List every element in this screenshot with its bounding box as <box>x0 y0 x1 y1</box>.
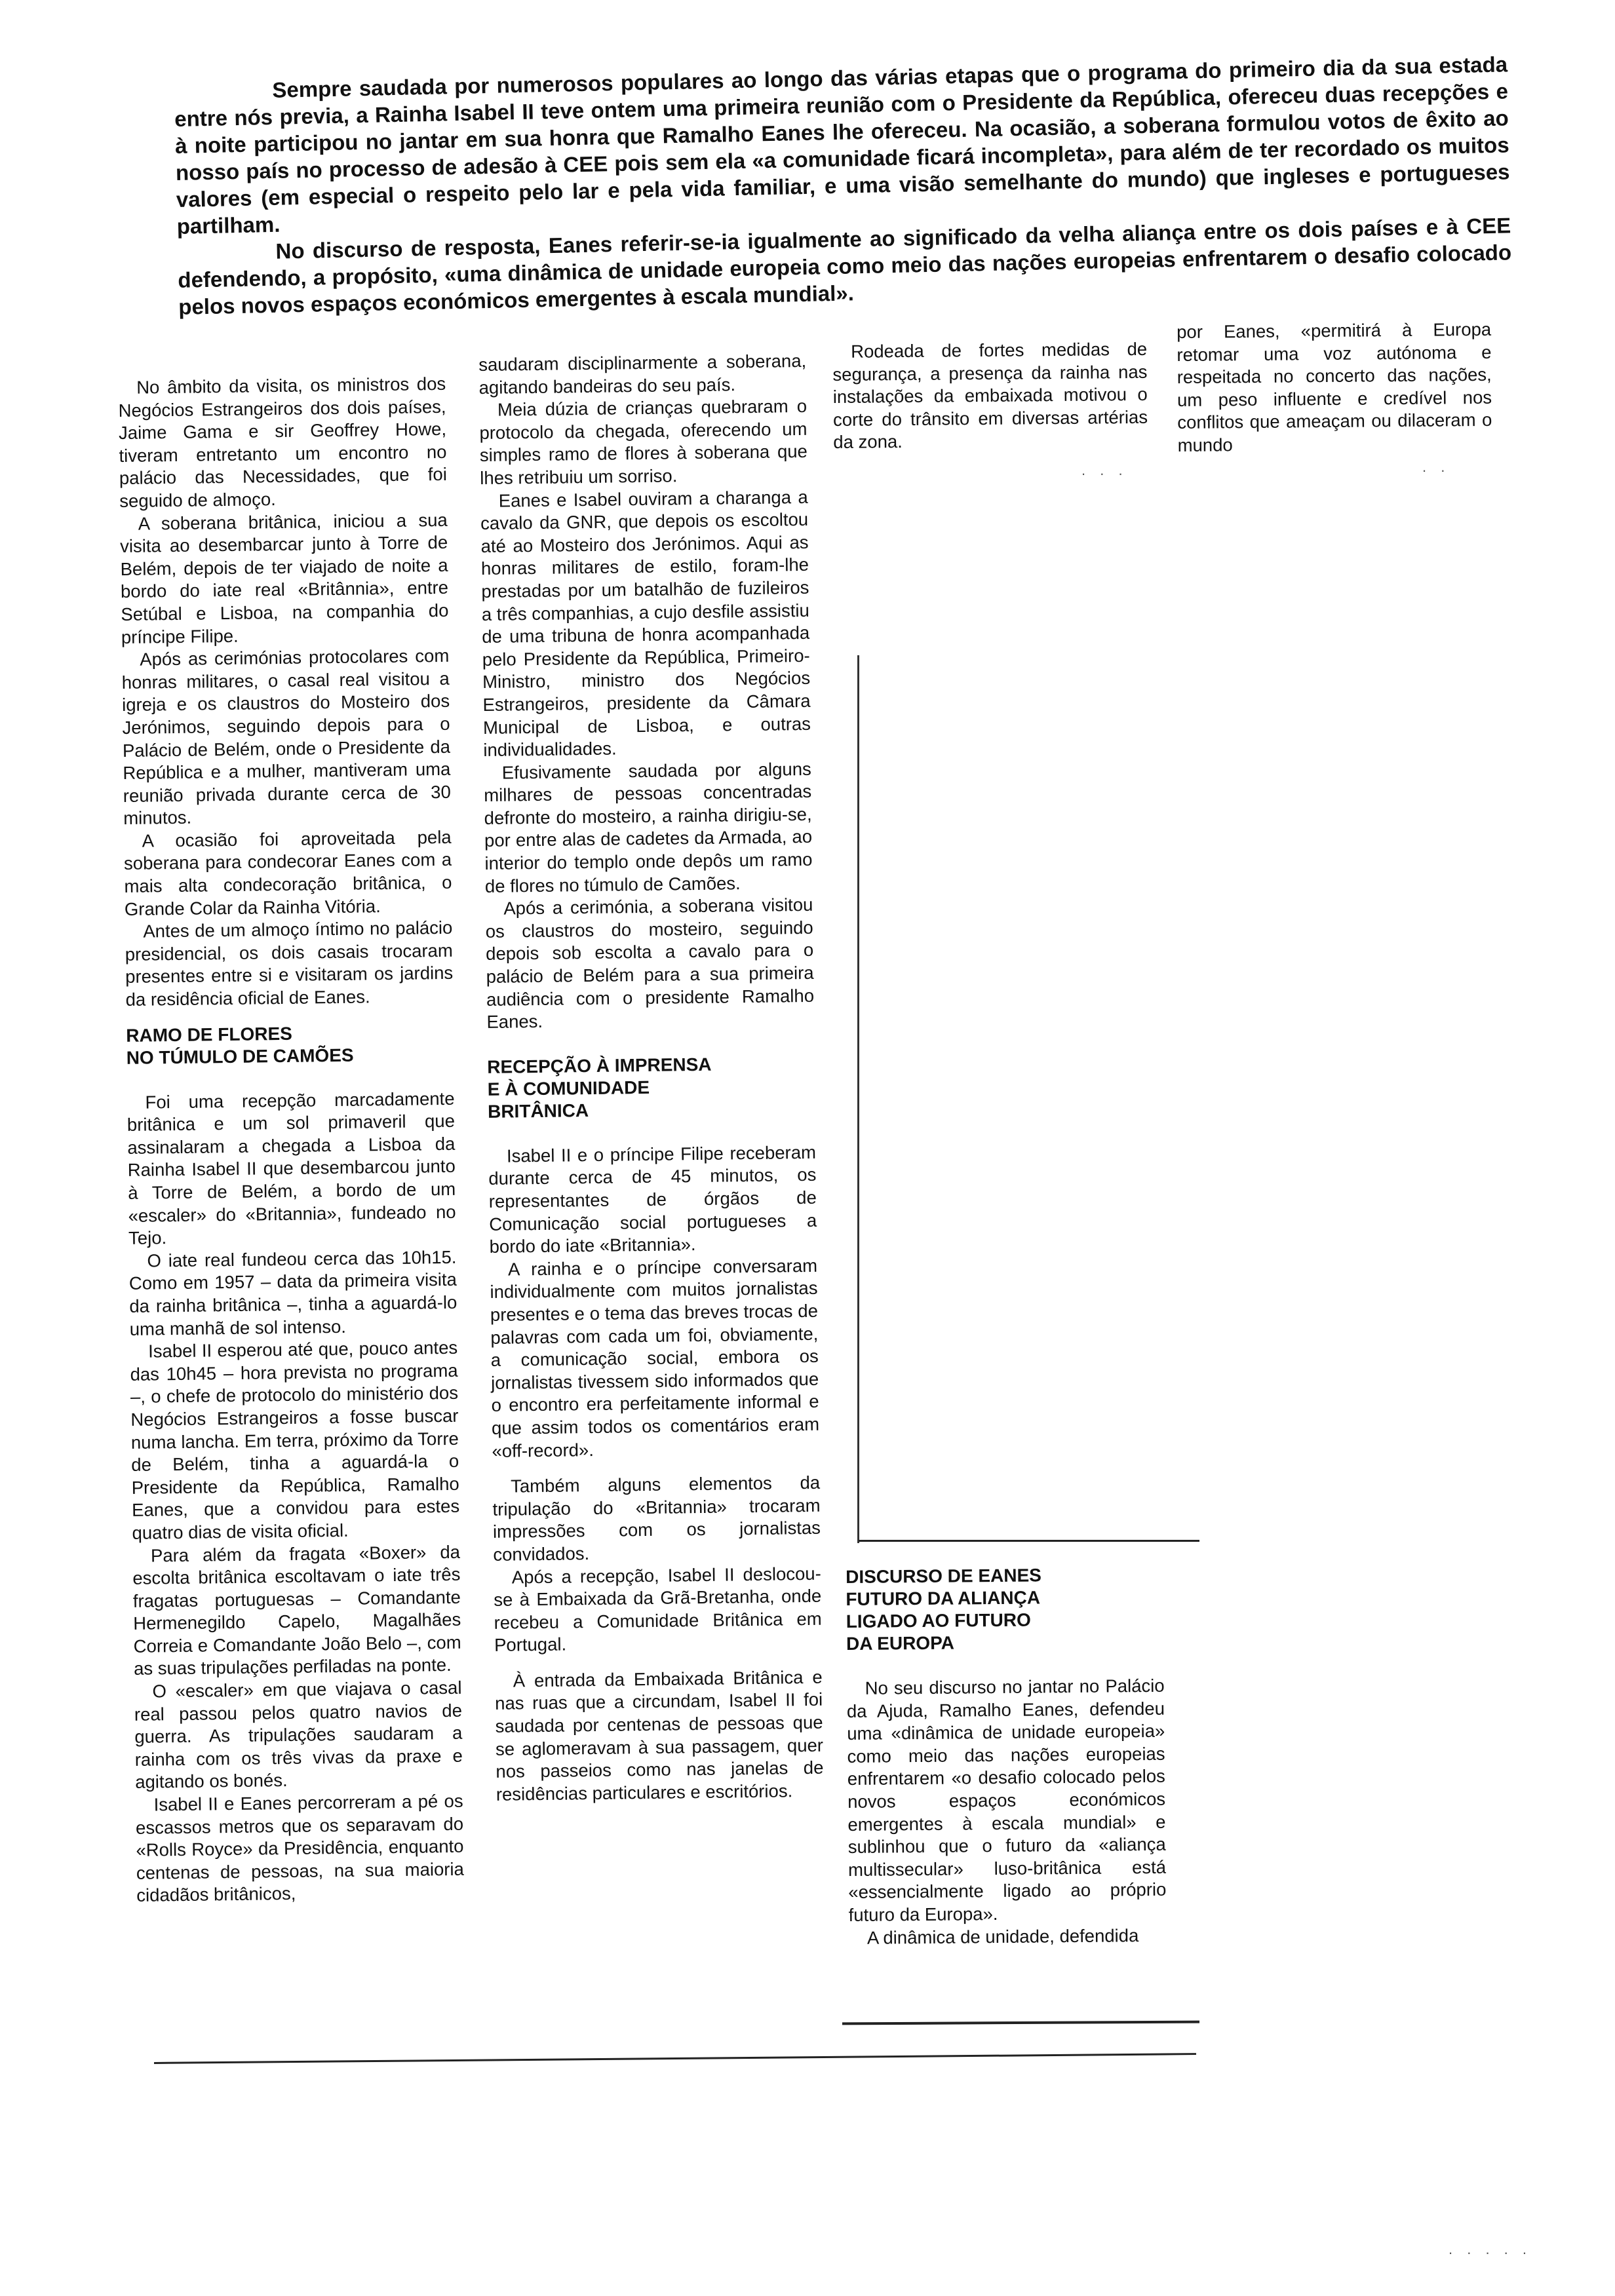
column-paragraph: Isabel II e o príncipe Filipe receberam durante cerca de 45 minutos, os representantes de órgãos de Comunicação social portugueses a bordo do iate «Britannia». <box>488 1141 817 1257</box>
spacer <box>846 1653 1164 1677</box>
column-paragraph: O «escaler» em que viajava o casal real passou pelos quatro navios de guerra. As tripulações saudaram a rainha com os três vivas da praxe e agitando os bonés. <box>134 1677 463 1793</box>
section-heading <box>487 1052 815 1123</box>
column-paragraph: Efusivamente saudada por alguns milhares de pessoas concentradas defronte do mosteiro, a rainha dirigiu-se, por entre alas de cadetes da Armada, ao interior do templo onde depôs um ramo de flores no túmulo de Camões. <box>484 758 813 896</box>
column-paragraph: Isabel II esperou até que, pouco antes das 10h45 – hora prevista no programa –, o chefe de protocolo do ministério dos Negócios Estrangeiros a fosse buscar numa lancha. Em terra, próximo da Torre de Belém, tinha a aguardá-la o Presidente da República, Ramalho Eanes, que a convidou para estes quatro dias de visita oficial. <box>130 1337 460 1543</box>
article-column-1 <box>118 373 465 1907</box>
lead-paragraph: No discurso de resposta, Eanes referir-se-ia igualmente ao significado da velha aliança entre os dois países e à CEE defendendo, a propósito, «uma dinâmica de unidade europeia como meio das nações europeias enfrentarem o desafio colocado pelos novos espaços económicos emergentes à escala mundial». <box>178 213 1512 319</box>
column-paragraph: Isabel II e Eanes percorreram a pé os escassos metros que os separavam do «Rolls Royce» da Presidência, enquanto centenas de pessoas, na sua maioria cidadãos britânicos, <box>135 1790 465 1906</box>
column-paragraph: Após as cerimónias protocolares com honras militares, o casal real visitou a igreja e os claustros do Mosteiro dos Jerónimos, seguindo depois para o Palácio de Belém, onde o Presidente da República e a mulher, mantiveram uma reunião privada durante cerca de 30 minutos. <box>121 645 451 829</box>
heading-line: DA EUROPA <box>846 1632 955 1654</box>
heading-line: RAMO DE FLORES <box>126 1023 293 1046</box>
column-divider-horizontal <box>859 1540 1199 1542</box>
scan-noise: . . . <box>1081 462 1128 478</box>
column-paragraph: No âmbito da visita, os ministros dos Negócios Estrangeiros dos dois países, Jaime Gama e sir Geoffrey Howe, tiveram entretanto um encontro no palácio das Necessidades, que foi seguido de almoço. <box>118 373 448 511</box>
column-paragraph: Eanes e Isabel ouviram a charanga a cavalo da GNR, que depois os escoltou até ao Mosteiro dos Jerónimos. Aqui as honras militares de estilo, foram-lhe prestadas por um batalhão de fuzileiros a três companhias, a cujo desfile assistiu de uma tribuna de honra acompanhada pelo Presidente da República, Primeiro-Ministro, ministro dos Negócios Estrangeiros, presidente da Câmara Municipal de Lisboa, e outras individualidades. <box>480 486 811 761</box>
bottom-rule <box>154 2053 1196 2064</box>
section-heading <box>846 1563 1164 1655</box>
column-paragraph: Também alguns elementos da tripulação do «Britannia» trocaram impressões com os jornalistas convidados. <box>492 1472 821 1565</box>
column-paragraph: A soberana britânica, iniciou a sua visita ao desembarcar junto à Torre de Belém, depois de ter viajado de noite a bordo do iate real «Britânnia», entre Setúbal e Lisboa, na companhia do príncipe Filipe. <box>119 509 449 647</box>
column-paragraph: Meia dúzia de crianças quebraram o protocolo da chegada, oferecendo um simples ramo de flores à soberana que lhes retribuiu um sorriso. <box>479 396 808 488</box>
lead-paragraph-block <box>174 50 1512 320</box>
column-paragraph: Após a recepção, Isabel II deslocou-se à Embaixada da Grã-Bretanha, onde recebeu a Comunidade Britânica em Portugal. <box>494 1563 822 1656</box>
article-column-3-lower <box>846 1563 1167 1949</box>
column-paragraph: saudaram disciplinarmente a soberana, agitando bandeiras do seu país. <box>478 350 807 398</box>
heading-line: NO TÚMULO DE CAMÕES <box>126 1044 354 1068</box>
column-paragraph: O iate real fundeou cerca das 10h15. Como em 1957 – data da primeira visita da rainha britânica –, tinha a aguardá-lo uma manhã de sol intenso. <box>128 1246 457 1339</box>
section-heading <box>126 1020 454 1069</box>
column-paragraph: No seu discurso no jantar no Palácio da Ajuda, Ramalho Eanes, defendeu uma «dinâmica de unidade europeia» como meio das nações europeias enfrentarem «o desafio colocado pelos novos espaços económicos emergentes à escala mundial» e sublinhou que o futuro da «aliança multissecular» luso-britânica está «essencialmente ligado ao próprio futuro da Europa». <box>846 1675 1167 1925</box>
heading-line: DISCURSO DE EANES <box>846 1565 1041 1587</box>
heading-line: RECEPÇÃO À IMPRENSA <box>487 1054 712 1077</box>
column-paragraph: Rodeada de fortes medidas de segurança, a presença da rainha nas instalações da embaixada motivou o corte do trânsito em diversas artérias da zona. <box>832 338 1148 453</box>
heading-line: BRITÂNICA <box>487 1100 589 1122</box>
column-paragraph: Foi uma recepção marcadamente britânica e um sol primaveril que assinalaram a chegada a Lisboa da Rainha Isabel II que desembarcou junto à Torre de Belém, a bordo de um «escaler» do «Britannia», fundeado no Tejo. <box>126 1088 456 1249</box>
column-paragraph: A dinâmica de unidade, defendida <box>866 1924 1139 1948</box>
column-paragraph: À entrada da Embaixada Britânica e nas ruas que a circundam, Isabel II foi saudada por centenas de pessoas que se aglomeravam à sua passagem, quer nos passeios como nas janelas de residências particulares e escritórios. <box>494 1666 824 1805</box>
heading-line: FUTURO DA ALIANÇA <box>846 1587 1041 1609</box>
article-column-3 <box>832 338 1148 454</box>
bottom-rule <box>842 2021 1199 2025</box>
lead-paragraph: Sempre saudada por numerosos populares ao longo das várias etapas que o programa do primeiro dia da sua estada entre nós previa, a Rainha Isabel II teve ontem uma primeira reunião com o Presidente da República, ofereceu duas recepções e à noite participou no jantar em sua honra que Ramalho Eanes lhe ofereceu. Na ocasião, a soberana formulou votos de êxito ao nosso país no processo de adesão à CEE pois sem ela «a comunidade ficará incompleta», para além de ter recordado os muitos valores (em especial o respeito pelo lar e pela vida familiar, e uma visão semelhante do mundo) que ingleses e portugueses partilham. <box>174 52 1510 239</box>
column-paragraph: Para além da fragata «Boxer» da escolta britânica escoltavam o iate três fragatas portuguesas – Comandante Hermenegildo Capelo, Magalhães Correia e Comandante João Belo –, com as suas tripulações perfiladas na ponte. <box>132 1541 461 1679</box>
column-paragraph: por Eanes, «permitirá à Europa retomar uma voz autónoma e respeitada no concerto das nações, um peso influente e credível nos conflitos que ameaçam ou dilaceram o mundo <box>1177 318 1492 455</box>
article-column-4 <box>1177 318 1492 457</box>
column-paragraph: Após a cerimónia, a soberana visitou os claustros do mosteiro, seguindo depois sob escolta a cavalo para o palácio de Belém para a sua primeira audiência com o presidente Ramalho Eanes. <box>485 894 815 1033</box>
scan-noise: . . . . . <box>1449 2241 1532 2257</box>
column-paragraph: A rainha e o príncipe conversaram individualmente com muitos jornalistas presentes e o tema das breves trocas de palavras com cada um foi, obviamente, a comunicação social, embora os jornalistas tivessem sido informados que o encontro era perfeitamente informal e que assim todos os comentários eram «off-record». <box>490 1255 820 1461</box>
column-paragraph: A ocasião foi aproveitada pela soberana para condecorar Eanes com a mais alta condecoração britânica, o Grande Colar da Rainha Vitória. <box>123 826 452 919</box>
article-column-2 <box>478 350 824 1806</box>
heading-line: E À COMUNIDADE <box>487 1077 650 1100</box>
heading-line: LIGADO AO FUTURO <box>846 1609 1031 1632</box>
column-paragraph: Antes de um almoço íntimo no palácio presidencial, os dois casais trocaram presentes entre si e visitaram os jardins da residência oficial de Eanes. <box>125 917 454 1010</box>
column-divider-vertical <box>857 655 859 1543</box>
scan-noise: . . <box>1422 459 1450 475</box>
